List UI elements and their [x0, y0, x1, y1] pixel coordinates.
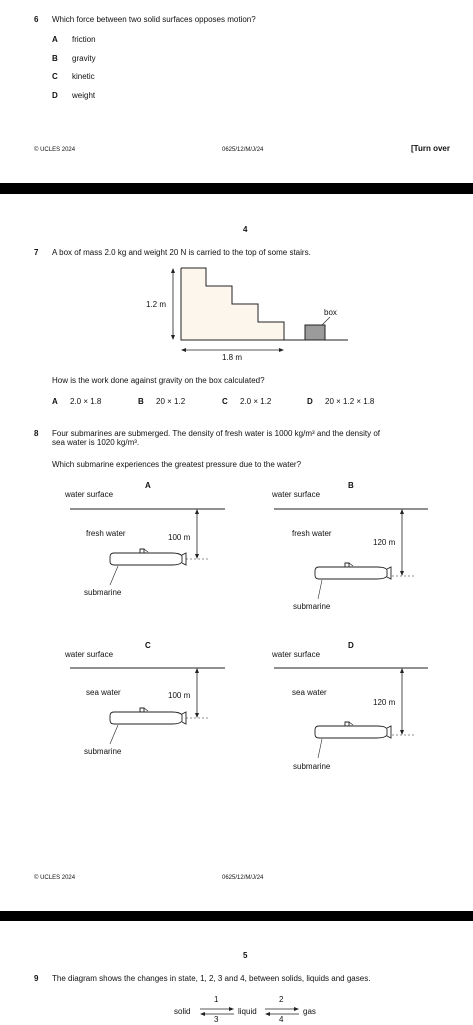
option-letter: D	[52, 91, 58, 100]
option-letter: B	[138, 397, 144, 406]
depth-label: 100 m	[168, 533, 191, 542]
question-number: 7	[34, 248, 39, 257]
copyright: © UCLES 2024	[34, 875, 76, 881]
page-number: 5	[243, 951, 248, 960]
option-text: 20 × 1.2	[156, 397, 186, 406]
paper-code: 0625/12/M/J/24	[222, 875, 264, 881]
question-text: A box of mass 2.0 kg and weight 20 N is carried to the top of some stairs.	[52, 248, 311, 257]
question-text: The diagram shows the changes in state, 1, 2, 3 and 4, between solids, liquids and gases.	[52, 974, 371, 983]
depth-label: 120 m	[373, 538, 396, 547]
change-number: 3	[214, 1015, 219, 1024]
width-label: 1.8 m	[222, 353, 243, 362]
option-text: 20 × 1.2 × 1.8	[325, 397, 375, 406]
panel-letter: D	[348, 641, 354, 650]
solid-label: solid	[174, 1007, 191, 1016]
question-number: 6	[34, 15, 39, 24]
turn-over: [Turn over	[411, 144, 450, 153]
water-surface-label: water surface	[65, 650, 114, 659]
panel-letter: A	[145, 481, 151, 490]
submarine-label: submarine	[84, 747, 122, 756]
option-text: 2.0 × 1.2	[240, 397, 272, 406]
change-number: 1	[214, 995, 219, 1004]
question-text: Which force between two solid surfaces opposes motion?	[52, 15, 256, 24]
question-text: sea water is 1020 kg/m³.	[52, 438, 140, 447]
option-text: kinetic	[72, 72, 95, 81]
option-letter: A	[52, 397, 58, 406]
option-text: friction	[72, 35, 96, 44]
copyright: © UCLES 2024	[34, 147, 76, 153]
depth-label: 120 m	[373, 698, 396, 707]
height-label: 1.2 m	[146, 300, 167, 309]
option-text: 2.0 × 1.8	[70, 397, 102, 406]
panel-letter: B	[348, 481, 354, 490]
change-number: 4	[279, 1015, 284, 1024]
question-number: 9	[34, 974, 39, 983]
water-surface-label: water surface	[65, 490, 114, 499]
water-type-label: fresh water	[292, 529, 332, 538]
panel-letter: C	[145, 641, 151, 650]
depth-label: 100 m	[168, 691, 191, 700]
water-type-label: fresh water	[86, 529, 126, 538]
option-letter: C	[52, 72, 58, 81]
liquid-label: liquid	[238, 1007, 257, 1016]
question-text: Four submarines are submerged. The density of fresh water is 1000 kg/m³ and the density of	[52, 429, 381, 438]
water-surface-label: water surface	[272, 490, 321, 499]
page-number: 4	[243, 225, 248, 234]
option-letter: B	[52, 54, 58, 63]
paper-code: 0625/12/M/J/24	[222, 147, 264, 153]
change-number: 2	[279, 995, 284, 1004]
water-surface-label: water surface	[272, 650, 321, 659]
box-label: box	[324, 308, 337, 317]
question-prompt: Which submarine experiences the greatest pressure due to the water?	[52, 460, 302, 469]
submarine-label: submarine	[84, 588, 122, 597]
water-type-label: sea water	[292, 688, 327, 697]
water-type-label: sea water	[86, 688, 121, 697]
option-text: weight	[72, 91, 96, 100]
gas-label: gas	[303, 1007, 316, 1016]
option-letter: C	[222, 397, 228, 406]
submarine-label: submarine	[293, 762, 331, 771]
question-number: 8	[34, 429, 39, 438]
option-letter: D	[307, 397, 313, 406]
option-letter: A	[52, 35, 58, 44]
submarine-label: submarine	[293, 602, 331, 611]
question-prompt: How is the work done against gravity on the box calculated?	[52, 376, 265, 385]
option-text: gravity	[72, 54, 96, 63]
